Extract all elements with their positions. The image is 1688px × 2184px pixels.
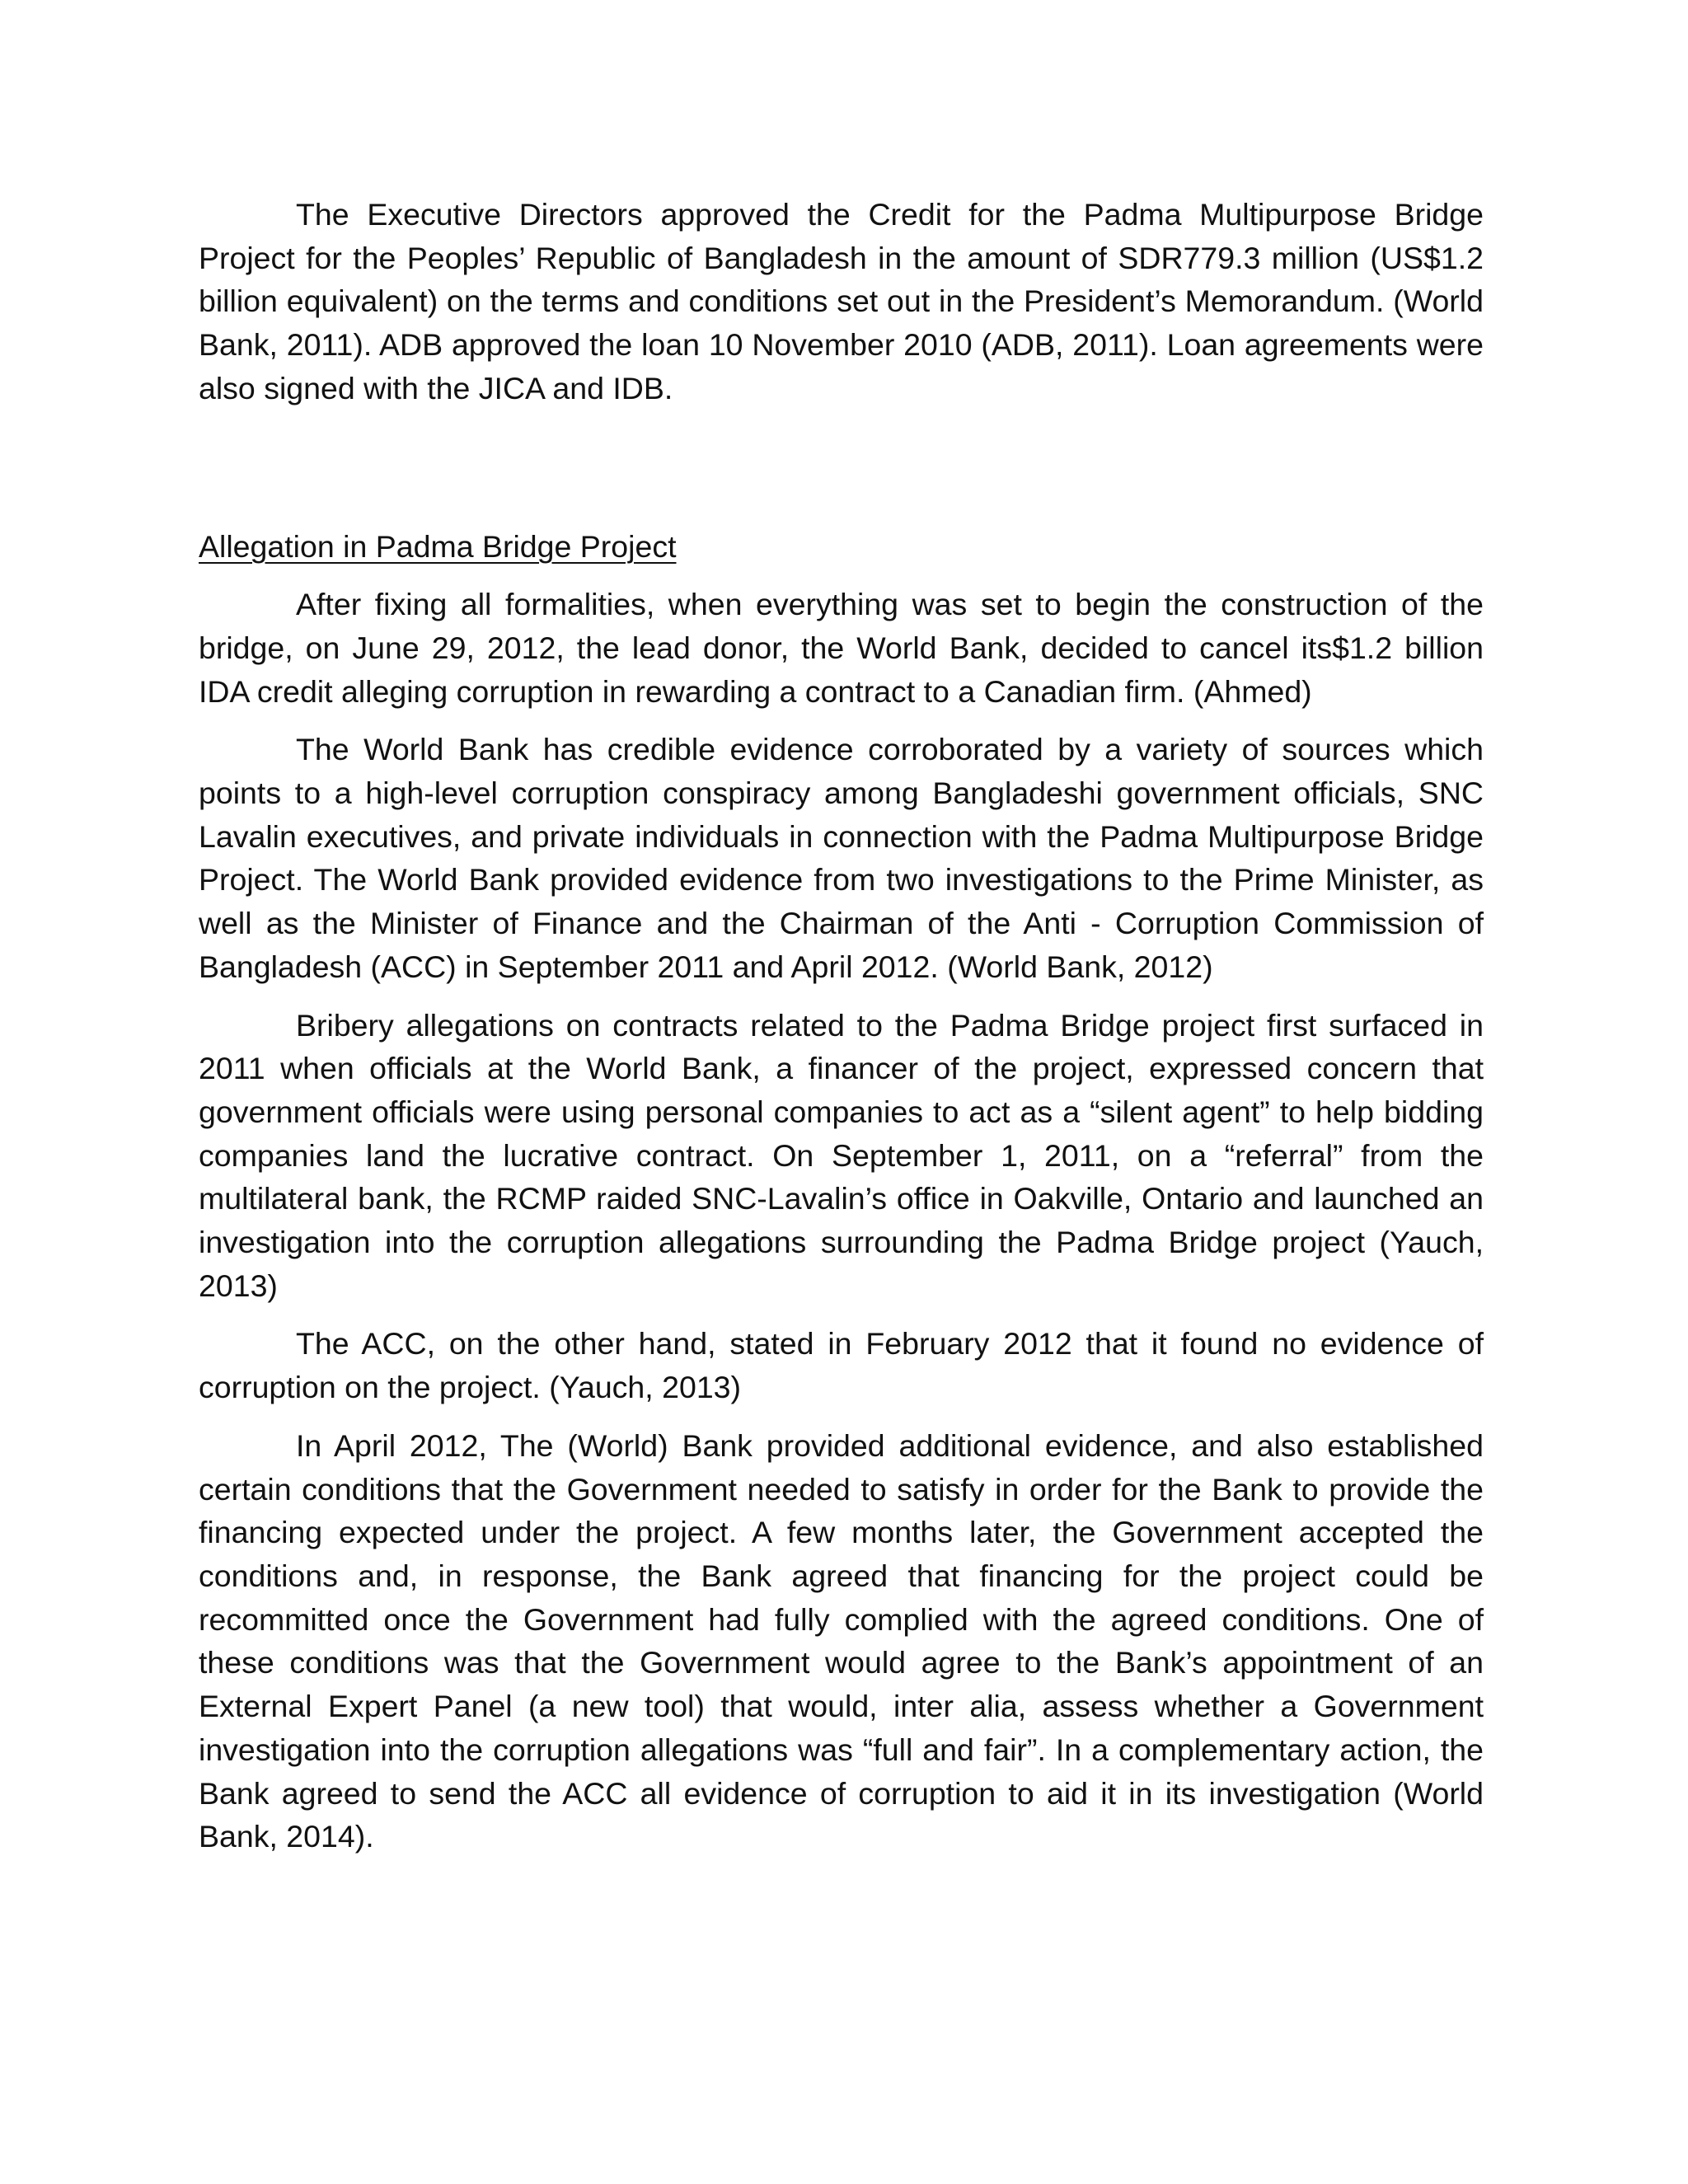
paragraph-bribery-allegations: Bribery allegations on contracts related to the Padma Bridge project first surfaced in 2011 when officials at the World Bank, a financer of the project, expressed concern that government officials were using personal companies to act as a “silent agent” to help bidding companies land the lucrative contract. On September 1, 2011, on a “referral” from the multilateral bank, the RCMP raided SNC-Lavalin’s office in Oakville, Ontario and launched an investigation into the corruption allegations surrounding the Padma Bridge project (Yauch, 2013) bbox=[199, 1007, 1484, 1303]
document-body bbox=[199, 193, 1484, 1873]
paragraph-evidence: The World Bank has credible evidence corroborated by a variety of sources which points to a high-level corruption conspiracy among Bangladeshi government officials, SNC Lavalin executives, and private individuals in connection with the Padma Multipurpose Bridge Project. The World Bank provided evidence from two investigations to the Prime Minister, as well as the Minister of Finance and the Chairman of the Anti - Corruption Commission of Bangladesh (ACC) in September 2011 and April 2012. (World Bank, 2012) bbox=[199, 732, 1484, 984]
paragraph-cancellation: After fixing all formalities, when everything was set to begin the construction of the bridge, on June 29, 2012, the lead donor, the World Bank, decided to cancel its$1.2 billion IDA credit alleging corruption in rewarding a contract to a Canadian firm. (Ahmed) bbox=[199, 587, 1484, 709]
paragraph-acc-statement: The ACC, on the other hand, stated in February 2012 that it found no evidence of corruption on the project. (Yauch, 2013) bbox=[199, 1326, 1484, 1405]
paragraph-credit-approval: The Executive Directors approved the Credit for the Padma Multipurpose Bridge Project for the Peoples’ Republic of Bangladesh in the amount of SDR779.3 million (US$1.2 billion equivalent) on the terms and conditions set out in the President’s Memorandum. (World Bank, 2011). ADB approved the loan 10 November 2010 (ADB, 2011). Loan agreements were also signed with the JICA and IDB. bbox=[199, 197, 1484, 405]
section-heading: Allegation in Padma Bridge Project bbox=[199, 528, 677, 564]
paragraph-bank-conditions: In April 2012, The (World) Bank provided additional evidence, and also established certain conditions that the Government needed to satisfy in order for the Bank to provide the financing expected under the project. A few months later, the Government accepted the conditions and, in response, the Bank agreed that financing for the project could be recommitted once the Government had fully complied with the agreed conditions. One of these conditions was that the Government would agree to the Bank’s appointment of an External Expert Panel (a new tool) that would, inter alia, assess whether a Government investigation into the corruption allegations was “full and fair”. In a complementary action, the Bank agreed to send the ACC all evidence of corruption to aid it in its investigation (World Bank, 2014). bbox=[199, 1427, 1484, 1854]
